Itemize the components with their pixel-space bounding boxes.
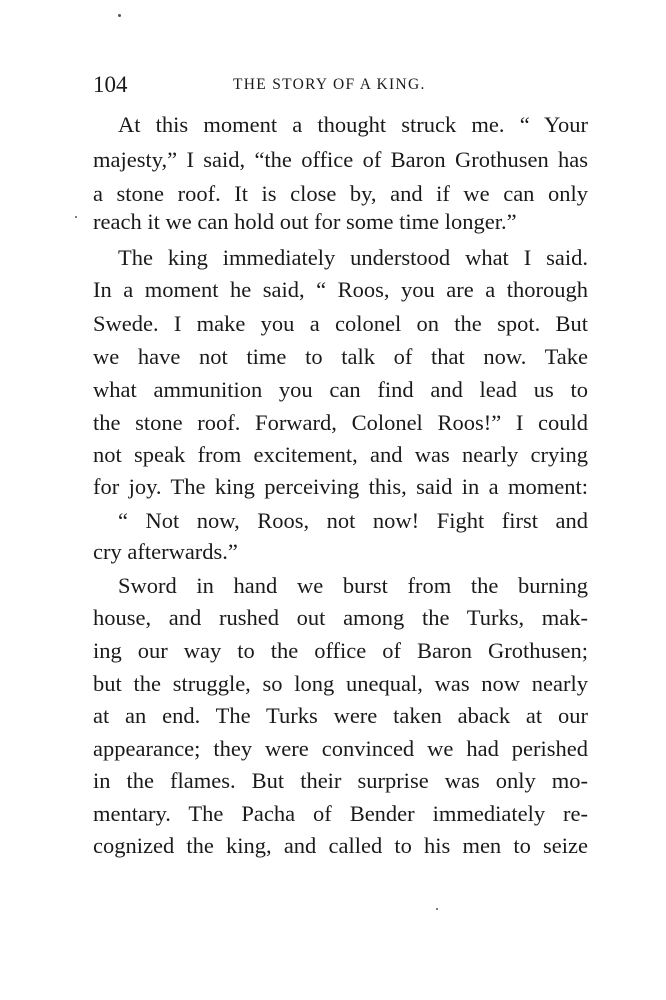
- text-line: what ammunition you can find and lead us to: [93, 377, 588, 402]
- text-line: cry afterwards.”: [93, 539, 238, 564]
- text-line: Swede. I make you a colonel on the spot. But: [93, 311, 588, 336]
- text-line: in the flames. But their surprise was only mo-: [93, 768, 588, 793]
- page-number: 104: [93, 72, 128, 97]
- paper-speck: [75, 216, 77, 218]
- text-line: At this moment a thought struck me. “ Your: [118, 112, 588, 137]
- text-line: The king immediately understood what I said.: [118, 245, 588, 270]
- text-line: the stone roof. Forward, Colonel Roos!” I could: [93, 410, 588, 435]
- text-line: mentary. The Pacha of Bender immediately re-: [93, 801, 588, 826]
- text-line: for joy. The king perceiving this, said in a moment:: [93, 474, 588, 499]
- text-line: cognized the king, and called to his men to seize: [93, 833, 588, 858]
- text-line: “ Not now, Roos, not now! Fight first and: [118, 508, 588, 533]
- text-line: majesty,” I said, “the office of Baron Grothusen has: [93, 147, 588, 172]
- text-line: but the struggle, so long unequal, was now nearly: [93, 671, 588, 696]
- text-line: not speak from excitement, and was nearly crying: [93, 442, 588, 467]
- page-header: [93, 68, 588, 102]
- text-line: ing our way to the office of Baron Grothusen;: [93, 638, 588, 663]
- text-line: appearance; they were convinced we had perished: [93, 736, 588, 761]
- text-line: we have not time to talk of that now. Take: [93, 344, 588, 369]
- text-line: a stone roof. It is close by, and if we can only: [93, 181, 588, 206]
- paper-speck: [436, 908, 438, 910]
- text-line: reach it we can hold out for some time longer.”: [93, 209, 517, 234]
- text-line: house, and rushed out among the Turks, mak-: [93, 605, 588, 630]
- text-line: In a moment he said, “ Roos, you are a thorough: [93, 277, 588, 302]
- text-line: Sword in hand we burst from the burning: [118, 573, 588, 598]
- text-line: at an end. The Turks were taken aback at our: [93, 703, 588, 728]
- paper-speck: [118, 14, 121, 17]
- running-head: THE STORY OF A KING.: [233, 76, 426, 93]
